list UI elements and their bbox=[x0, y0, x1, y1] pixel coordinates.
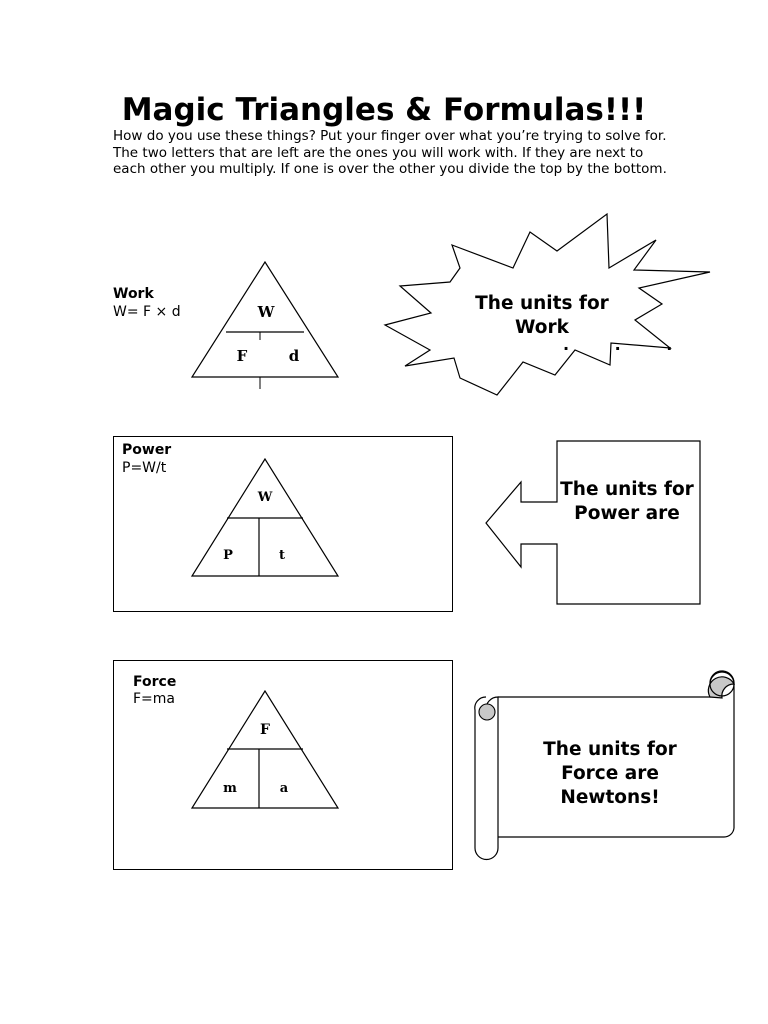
force-callout-text: The units for Force are Newtons! bbox=[543, 739, 677, 808]
power-triangle bbox=[185, 452, 350, 582]
force-triangle-top: F bbox=[260, 722, 270, 738]
force-triangle-left: m bbox=[223, 781, 237, 796]
work-triangle-right: d bbox=[288, 347, 300, 365]
power-label: Power bbox=[122, 442, 172, 458]
force-formula: F=ma bbox=[133, 691, 175, 707]
work-triangle-left: F bbox=[236, 347, 248, 365]
force-triangle-right: a bbox=[279, 781, 289, 796]
work-triangle bbox=[185, 255, 350, 395]
force-triangle bbox=[185, 684, 350, 814]
work-callout-line2: Work bbox=[515, 317, 569, 338]
scroll-roll-left bbox=[475, 697, 498, 860]
intro-paragraph: How do you use these things? Put your finger over what you’re trying to solve for. The two letters that are left are the ones you will work with. If they are next to each other you multiply. If one is over the other you divide the top by the bottom. bbox=[113, 128, 667, 178]
work-callout-line1: The units for bbox=[475, 293, 609, 314]
work-callout-dots: . . . bbox=[563, 335, 693, 354]
power-formula: P=W/t bbox=[122, 460, 167, 476]
power-callout-text: The units for Power are bbox=[560, 479, 694, 524]
scroll-curl-bottom bbox=[479, 704, 495, 720]
power-triangle-top: W bbox=[257, 490, 273, 505]
work-triangle-top: W bbox=[257, 303, 275, 321]
force-label: Force bbox=[133, 674, 177, 690]
work-label: Work bbox=[113, 286, 154, 302]
page-title: Magic Triangles & Formulas!!! bbox=[121, 92, 647, 128]
work-starburst-callout bbox=[380, 210, 715, 405]
power-triangle-right: t bbox=[278, 548, 286, 563]
work-formula: W= F × d bbox=[113, 304, 181, 320]
power-triangle-left: P bbox=[223, 548, 233, 563]
